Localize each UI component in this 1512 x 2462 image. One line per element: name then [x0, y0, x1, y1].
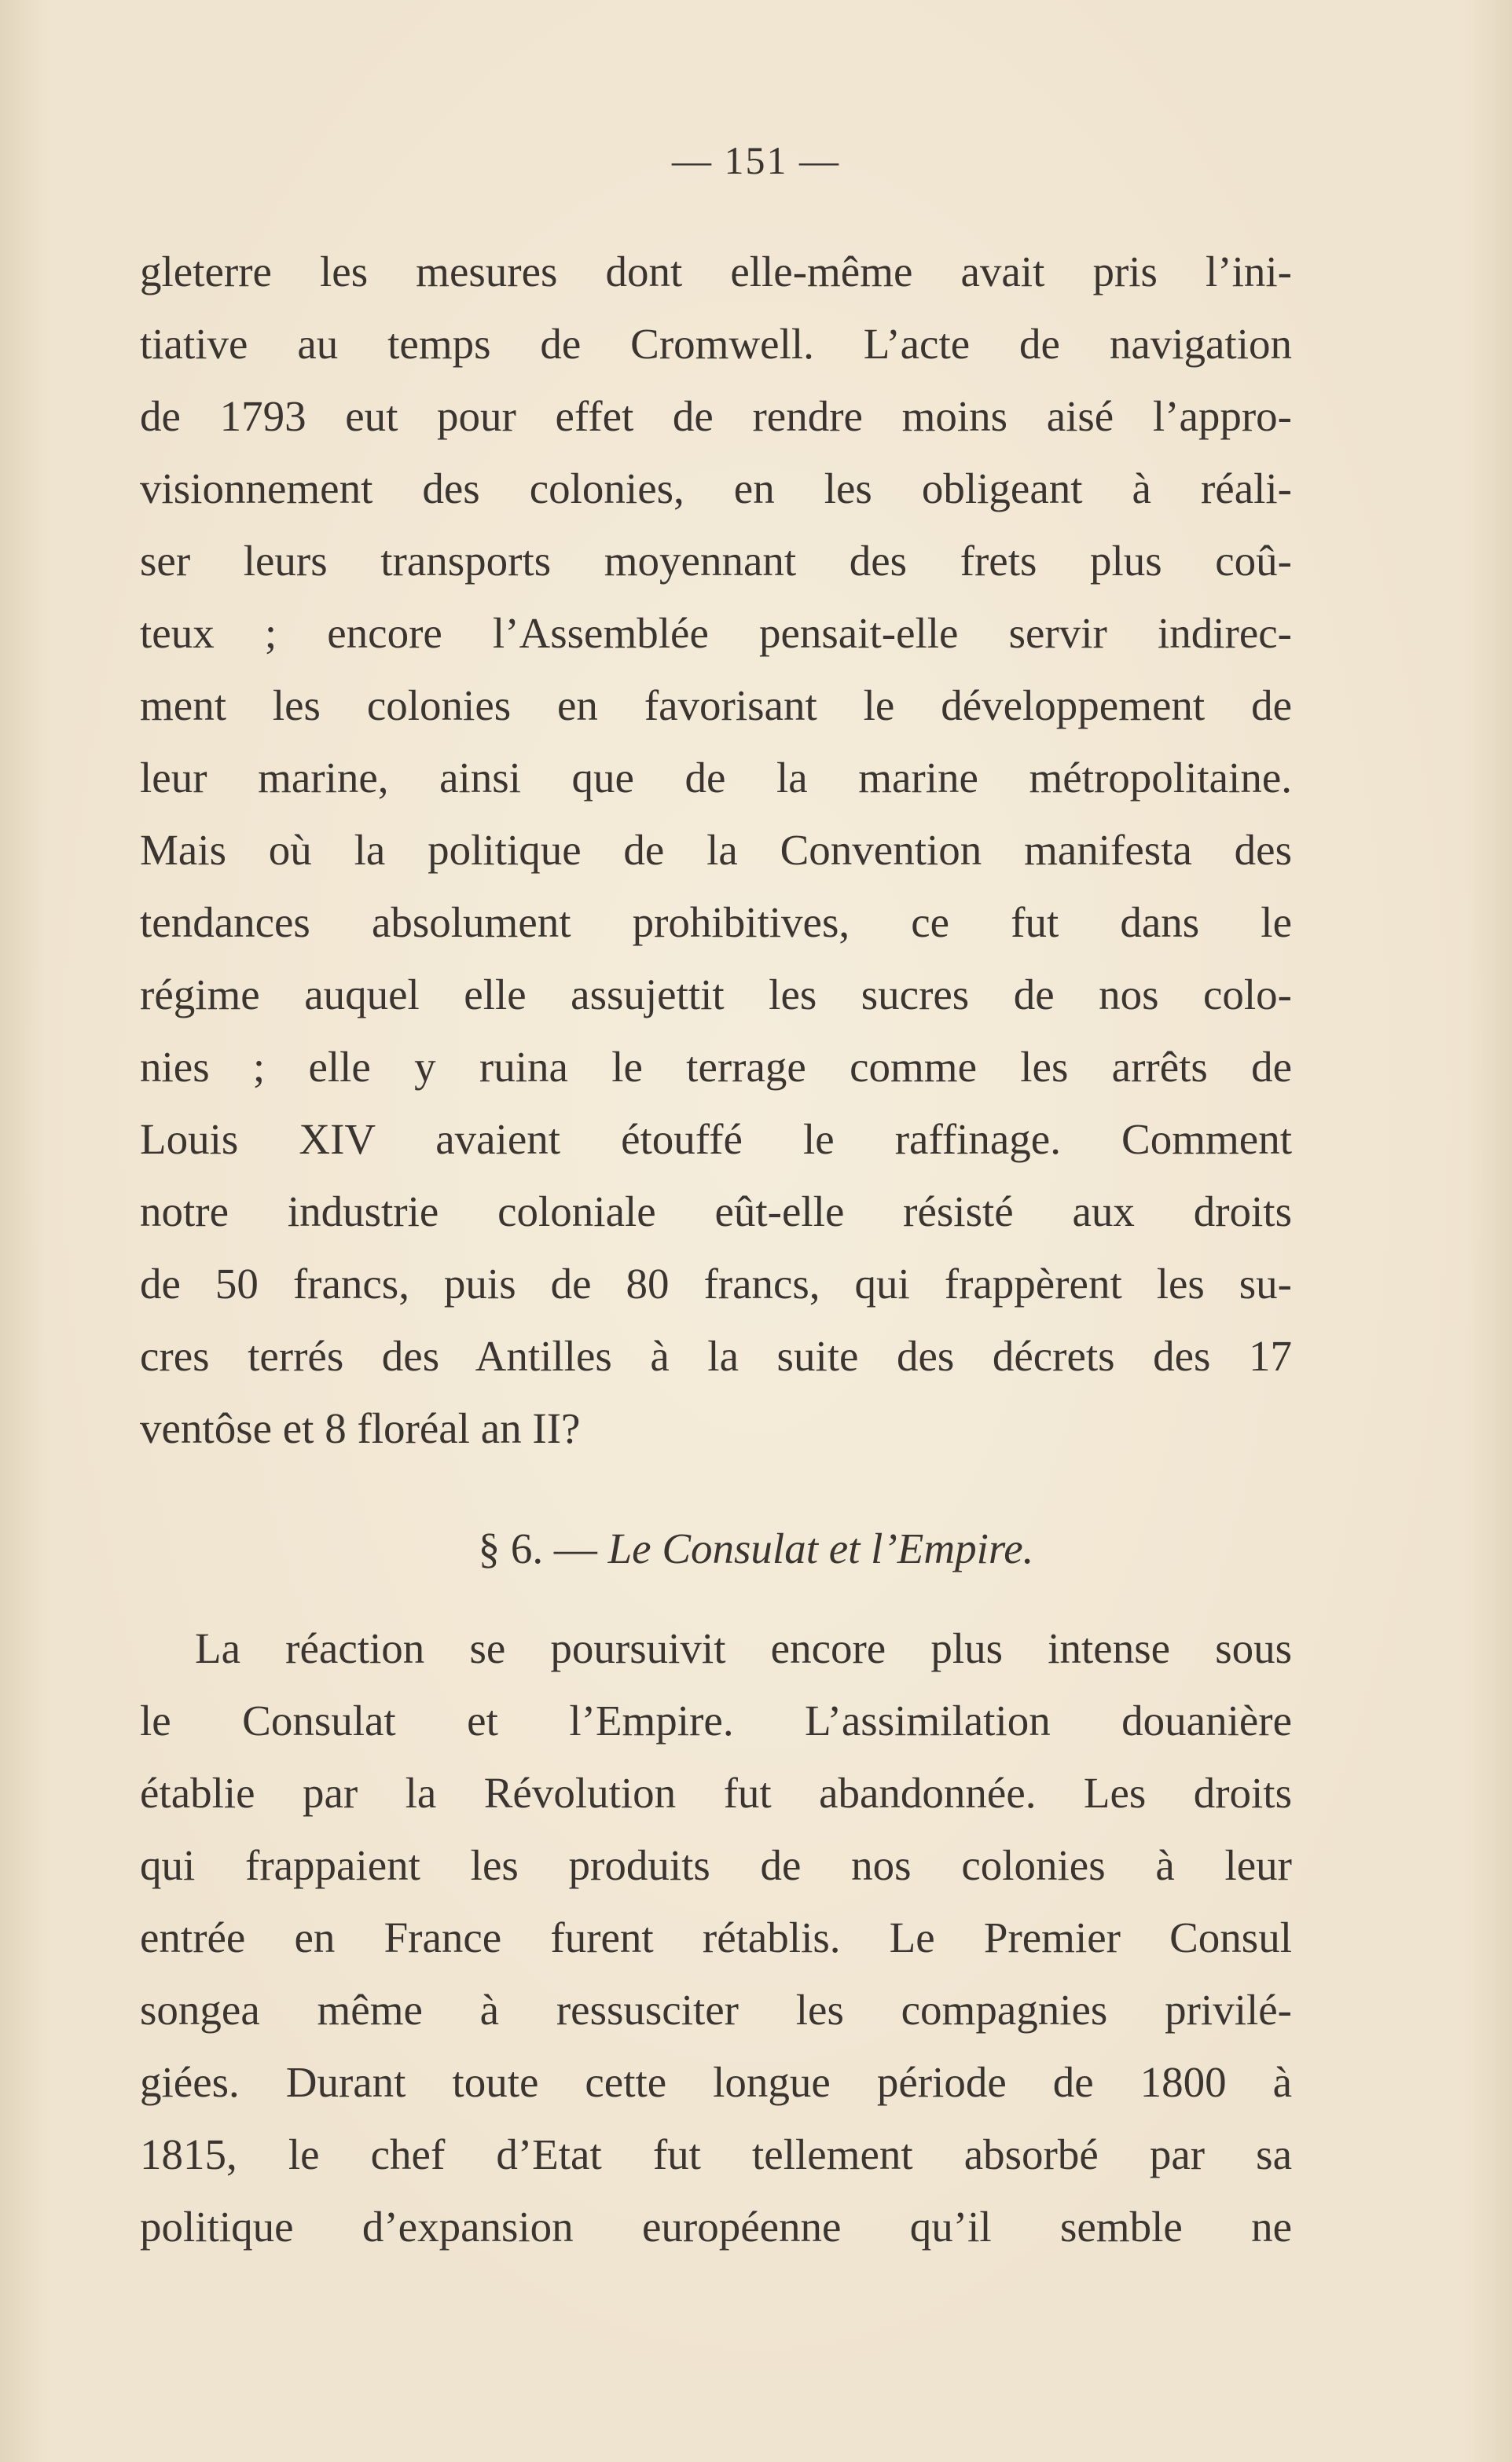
text-line: teux ; encore l’Assemblée pensait-elle servir indirec- [140, 609, 1292, 657]
section-number: § 6. — [478, 1525, 597, 1572]
text-line: qui frappaient les produits de nos colonies à leur [140, 1841, 1292, 1889]
text-line: Mais où la politique de la Convention manifesta des [140, 826, 1292, 874]
text-line: de 1793 eut pour effet de rendre moins aisé l’appro- [140, 392, 1292, 440]
text-line: gleterre les mesures dont elle-même avait pris l’ini- [140, 248, 1292, 295]
text-line: 1815, le chef d’Etat fut tellement absorbé par sa [140, 2130, 1292, 2178]
text-line: giées. Durant toute cette longue période de 1800 à [140, 2058, 1292, 2106]
text-line: nies ; elle y ruina le terrage comme les arrêts de [140, 1043, 1292, 1091]
text-line: tiative au temps de Cromwell. L’acte de navigation [140, 320, 1292, 368]
text-line: politique d’expansion européenne qu’il semble ne [140, 2203, 1292, 2251]
text-line: établie par la Révolution fut abandonnée. Les droits [140, 1769, 1292, 1817]
text-line: entrée en France furent rétablis. Le Premier Consul [140, 1913, 1292, 1961]
section-heading [0, 1513, 1512, 1585]
text-line: ser leurs transports moyennant des frets plus coû- [140, 537, 1292, 585]
text-line: visionnement des colonies, en les obligeant à réali- [140, 464, 1292, 512]
text-line: Louis XIV avaient étouffé le raffinage. Comment [140, 1115, 1292, 1163]
page-number: — 151 — [672, 138, 840, 182]
text-line: La réaction se poursuivit encore plus intense sous [195, 1624, 1292, 1672]
paragraph-revolution [140, 236, 1292, 1465]
text-line: songea même à ressusciter les compagnies privilé- [140, 1986, 1292, 2034]
text-line: ment les colonies en favorisant le développement de [140, 681, 1292, 729]
text-line: de 50 francs, puis de 80 francs, qui frappèrent les su- [140, 1260, 1292, 1308]
section-title: Le Consulat et l’Empire. [607, 1525, 1034, 1572]
text-line: ventôse et 8 floréal an II? [140, 1404, 581, 1452]
text-line: le Consulat et l’Empire. L’assimilation douanière [140, 1697, 1292, 1745]
text-line: leur marine, ainsi que de la marine métropolitaine. [140, 754, 1292, 802]
text-line: tendances absolument prohibitives, ce fut dans le [140, 898, 1292, 946]
text-line: régime auquel elle assujettit les sucres de nos colo- [140, 970, 1292, 1018]
text-line: notre industrie coloniale eût-elle résisté aux droits [140, 1187, 1292, 1235]
text-line: cres terrés des Antilles à la suite des décrets des 17 [140, 1332, 1292, 1380]
paragraph-consulat [140, 1613, 1292, 2263]
